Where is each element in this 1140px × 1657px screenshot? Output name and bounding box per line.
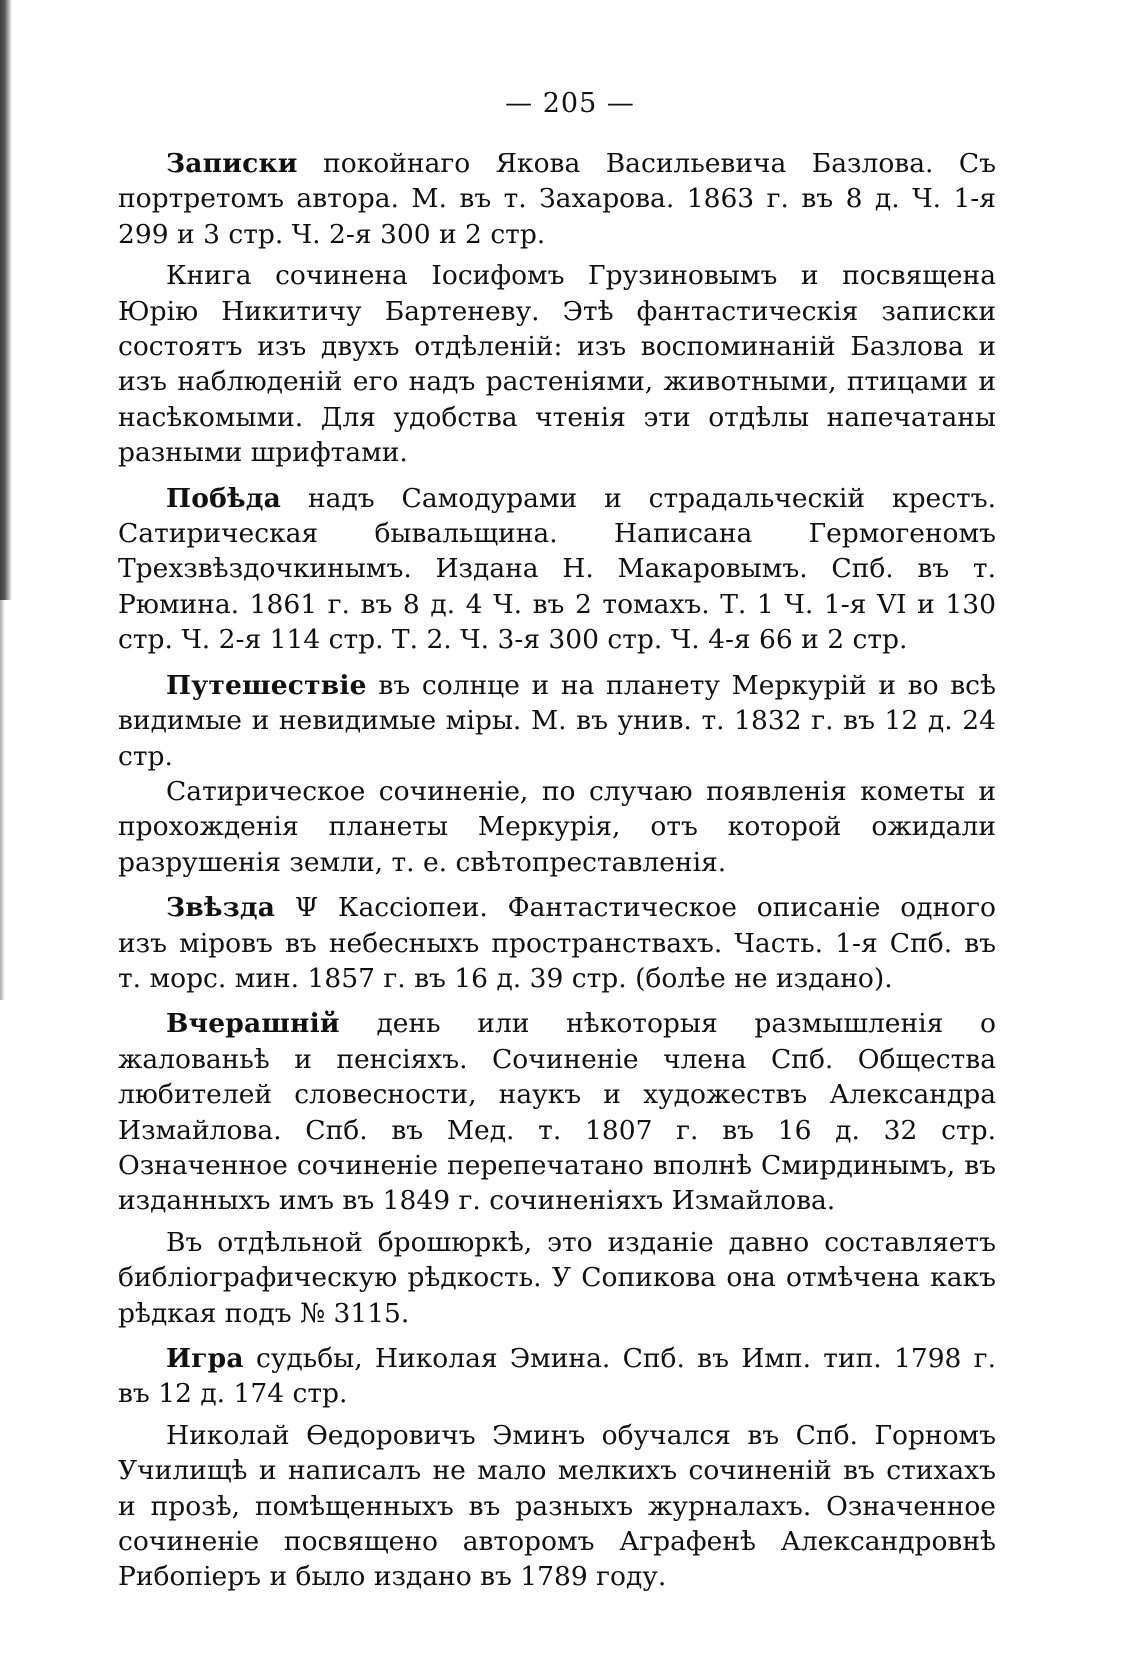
- entry-note: Сатирическое сочиненіе, по случаю появленія кометы и прохожденія планеты Меркурія, отъ которой ожидали разрушенія земли, т. е. свѣтопреставленія.: [118, 775, 996, 878]
- entry-description: судьбы, Николая Эмина. Спб. въ Имп. тип. 1798 г. въ 12 д. 174 стр.: [118, 1343, 996, 1410]
- entry-heading-paragraph: [118, 1006, 996, 1218]
- entry-title: Звѣзда: [166, 892, 276, 924]
- entry-title: Вчерашній: [166, 1008, 340, 1040]
- entry-heading-paragraph: [118, 146, 996, 252]
- entry-description: въ солнце и на планету Меркурій и во всѣ видимые и невидимые міры. М. въ унив. т. 1832 г. въ 12 д. 24 стр.: [118, 669, 996, 772]
- scan-edge-shadow-lower: [0, 600, 5, 1000]
- entry-puteshestvie: [118, 668, 996, 880]
- entry-vcherashniy: [118, 1006, 996, 1331]
- entry-zapiski: [118, 146, 996, 471]
- entry-description: надъ Самодурами и страдальческій крестъ. Сатирическая бывальщина. Написана Гермогеномъ Трехзвѣздочкинымъ. Издана Н. Макаровымъ. Спб. въ т. Рюмина. 1861 г. въ 8 д. 4 Ч. въ 2 томахъ. Т. 1 Ч. 1-я VI и 130 стр. Ч. 2-я 114 стр. Т. 2. Ч. 3-я 300 стр. Ч. 4-я 66 и 2 стр.: [118, 482, 996, 656]
- entry-heading-paragraph: [118, 890, 996, 996]
- page-body: [118, 146, 996, 1599]
- page-number: — 205 —: [505, 88, 635, 119]
- entry-note: Въ отдѣльной брошюркѣ, это изданіе давно составляетъ библіографическую рѣдкость. У Сопикова она отмѣчена какъ рѣдкая подъ № 3115.: [118, 1226, 996, 1329]
- entry-note: Книга сочинена Іосифомъ Грузиновымъ и посвящена Юрію Никитичу Бартеневу. Этѣ фантастическія записки состоятъ изъ двухъ отдѣленій: изъ воспоминаній Базлова и изъ наблюденій его надъ растеніями, животными, птицами и насѣкомыми. Для удобства чтенія эти отдѣлы напечатаны разными шрифтами.: [118, 260, 996, 469]
- entry-title: Побѣда: [166, 482, 282, 514]
- entry-description: день или нѣкоторыя размышленія о жалованьѣ и пенсіяхъ. Сочиненіе члена Спб. Общества любителей словесности, наукъ и художествъ Александра Измайлова. Спб. въ Мед. т. 1807 г. въ 16 д. 32 стр. Означенное сочиненіе перепечатано вполнѣ Смирдинымъ, въ изданныхъ имъ въ 1849 г. сочиненіяхъ Измайлова.: [118, 1008, 996, 1217]
- entry-heading-paragraph: [118, 1341, 996, 1412]
- entry-title: Путешествіе: [166, 669, 367, 701]
- entry-title: Записки: [166, 148, 298, 179]
- entry-pobeda: [118, 481, 996, 658]
- entry-title: Игра: [166, 1343, 244, 1374]
- entry-note: Николай Ѳедоровичъ Эминъ обучался въ Спб. Горномъ Училищѣ и написалъ не мало мелкихъ сочиненій въ стихахъ и прозѣ, помѣщенныхъ въ разныхъ журналахъ. Означенное сочиненіе посвящено авторомъ Аграфенѣ Александровнѣ Рибопіеръ и было издано въ 1789 году.: [118, 1419, 996, 1593]
- entry-description: покойнаго Якова Васильевича Базлова. Съ портретомъ автора. М. въ т. Захарова. 1863 г. въ 8 д. Ч. 1-я 299 и 3 стр. Ч. 2-я 300 и 2 стр.: [118, 148, 996, 250]
- entry-description: Ψ Кассіопеи. Фантастическое описаніе одного изъ міровъ въ небесныхъ пространствахъ. Часть. 1-я Спб. въ т. морс. мин. 1857 г. въ 16 д. 39 стр. (болѣе не издано).: [118, 892, 996, 994]
- entry-heading-paragraph: [118, 668, 996, 774]
- entry-heading-paragraph: [118, 481, 996, 658]
- entry-igra: [118, 1341, 996, 1595]
- entry-zvezda: [118, 890, 996, 996]
